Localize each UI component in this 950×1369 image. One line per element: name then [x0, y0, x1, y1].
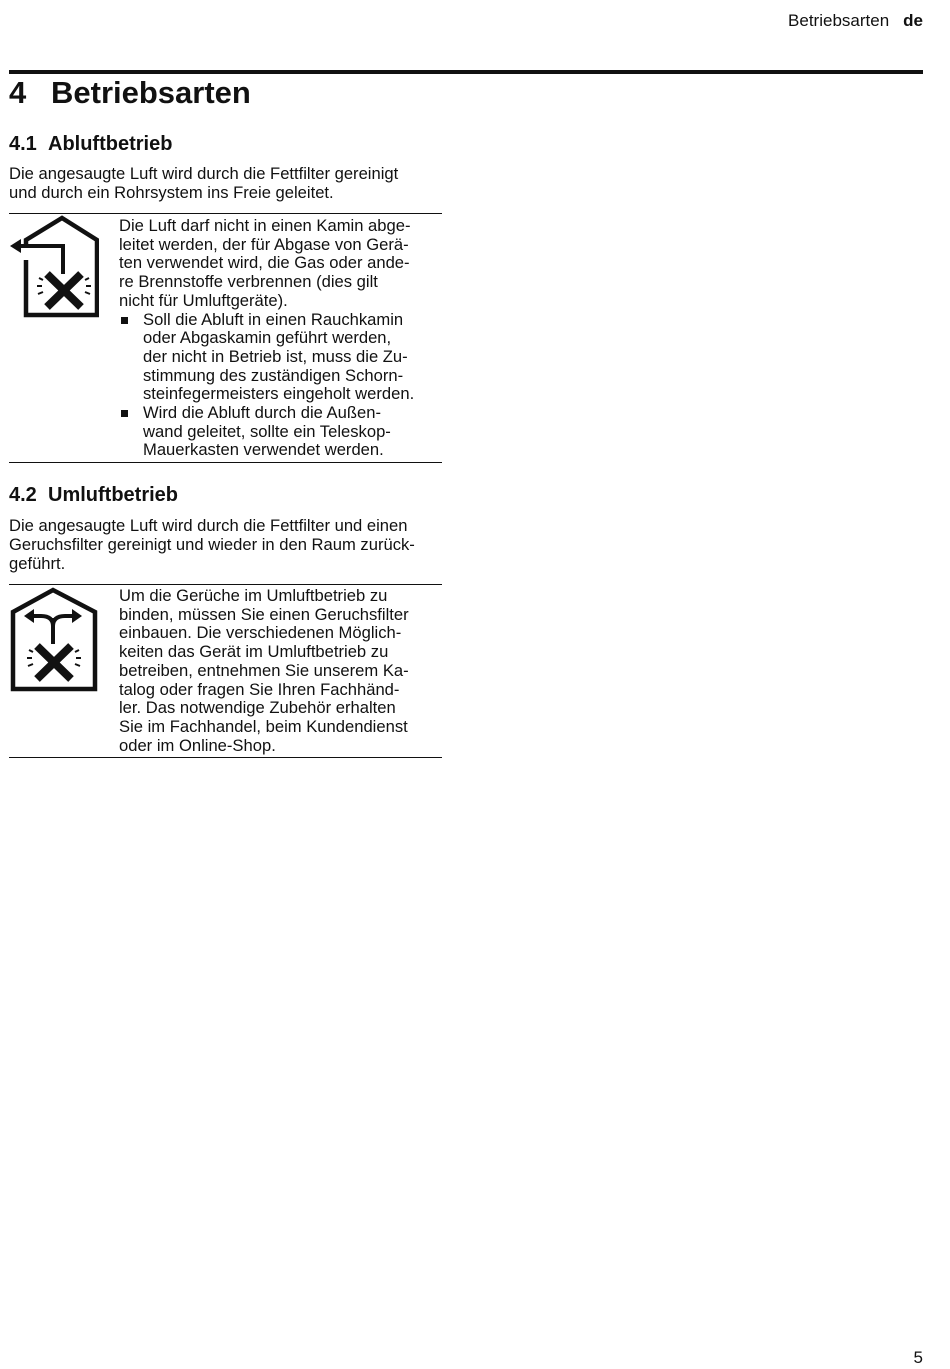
- text-line: wand geleitet, sollte ein Teleskop-: [143, 421, 391, 441]
- chapter-rule: [9, 70, 923, 74]
- section-heading-4-2: [9, 484, 178, 507]
- text-line: leitet werden, der für Abgase von Gerä-: [119, 234, 409, 254]
- text-line: stimmung des zuständigen Schorn-: [143, 365, 404, 385]
- text-line: re Brennstoffe verbrennen (dies gilt: [119, 272, 378, 292]
- section-intro-4-2: [9, 516, 449, 573]
- text-line: und durch ein Rohrsystem ins Freie geleitet.: [9, 183, 334, 202]
- text-line: Die angesaugte Luft wird durch die Fettfilter gereinigt: [9, 164, 399, 183]
- text-line: Geruchsfilter gereinigt und wieder in den Raum zurück-: [9, 535, 415, 554]
- note-rule-bottom: [9, 757, 442, 758]
- section-number: 4.1: [9, 133, 37, 155]
- text-line: talog oder fragen Sie Ihren Fachhänd-: [119, 679, 400, 699]
- section-heading-4-1: [9, 133, 172, 156]
- running-header: [788, 11, 923, 31]
- section-number: 4.2: [9, 484, 37, 506]
- page-number: 5: [913, 1348, 923, 1367]
- house-recirculation-icon: [9, 586, 99, 694]
- section-title: Umluftbetrieb: [48, 484, 178, 506]
- section-intro-4-1: [9, 164, 449, 202]
- text-line: Die Luft darf nicht in einen Kamin abge-: [119, 216, 411, 235]
- text-line: betreiben, entnehmen Sie unserem Ka-: [119, 660, 409, 680]
- text-line: ten verwendet wird, die Gas oder ande-: [119, 253, 410, 273]
- note-rule-top: [9, 584, 442, 585]
- text-line: nicht für Umluftgeräte).: [119, 290, 288, 310]
- note-4-2: [119, 587, 449, 755]
- note-4-1: [119, 217, 449, 460]
- chapter-title: Betriebsarten: [51, 75, 251, 110]
- text-line: keiten das Gerät im Umluftbetrieb zu: [119, 642, 389, 662]
- list-item: [119, 311, 449, 405]
- header-section-title: Betriebsarten: [788, 11, 890, 30]
- text-line: Um die Gerüche im Umluftbetrieb zu: [119, 586, 388, 605]
- text-line: Soll die Abluft in einen Rauchkamin: [143, 309, 404, 329]
- text-line: Wird die Abluft durch die Außen-: [143, 403, 381, 423]
- text-line: oder Abgaskamin geführt werden,: [143, 328, 392, 348]
- text-line: binden, müssen Sie einen Geruchsfilter: [119, 604, 409, 624]
- text-line: Die angesaugte Luft wird durch die Fettfilter und einen: [9, 516, 408, 535]
- text-line: einbauen. Die verschiedenen Möglich-: [119, 623, 402, 643]
- chapter-heading: [9, 75, 251, 111]
- bullet-marker: [121, 317, 128, 324]
- chapter-number: 4: [9, 75, 27, 110]
- section-title: Abluftbetrieb: [48, 133, 173, 155]
- note-rule-bottom: [9, 462, 442, 463]
- text-line: geführt.: [9, 554, 66, 573]
- text-line: der nicht in Betrieb ist, muss die Zu-: [143, 346, 408, 366]
- text-line: oder im Online-Shop.: [119, 735, 276, 755]
- text-line: Sie im Fachhandel, beim Kundendienst: [119, 716, 408, 736]
- house-exhaust-icon: [9, 214, 99, 322]
- text-line: Mauerkasten verwendet werden.: [143, 440, 384, 460]
- text-line: steinfegermeisters eingeholt werden.: [143, 384, 415, 404]
- header-language: de: [903, 11, 923, 30]
- list-item: [119, 404, 449, 460]
- text-line: ler. Das notwendige Zubehör erhalten: [119, 698, 396, 718]
- bullet-marker: [121, 410, 128, 417]
